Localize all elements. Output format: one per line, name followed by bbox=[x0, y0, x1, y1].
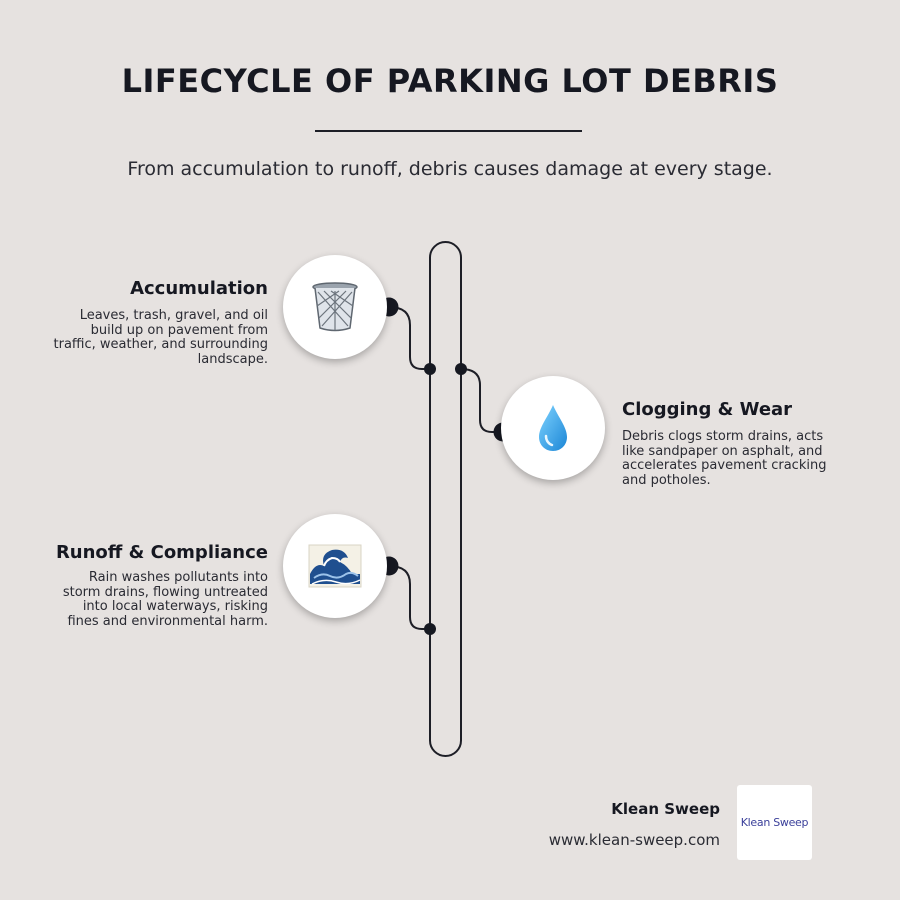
step-body-runoff: Rain washes pollutants into storm drains, flowing untreated into local waterways, risking fines and environmental harm. bbox=[62, 570, 268, 629]
brand-url[interactable]: www.klean-sweep.com bbox=[548, 831, 720, 849]
node-runoff-small bbox=[424, 623, 436, 635]
wastebasket-icon bbox=[283, 255, 387, 359]
step-body-accumulation: Leaves, trash, gravel, and oil build up on pavement from traffic, weather, and surrounding landscape. bbox=[53, 308, 268, 367]
page-subtitle: From accumulation to runoff, debris causes damage at every stage. bbox=[127, 158, 773, 180]
klean-sweep-logo bbox=[737, 785, 812, 860]
droplet-icon bbox=[501, 376, 605, 480]
step-title-clogging: Clogging & Wear bbox=[622, 399, 793, 420]
connector-clogging bbox=[461, 369, 503, 432]
node-clogging-small bbox=[455, 363, 467, 375]
connector-runoff bbox=[389, 566, 430, 629]
water-wave-icon bbox=[283, 514, 387, 618]
step-title-accumulation: Accumulation bbox=[130, 278, 268, 299]
step-body-clogging: Debris clogs storm drains, acts like sandpaper on asphalt, and accelerates pavement cracking and potholes. bbox=[622, 429, 827, 488]
node-accumulation-small bbox=[424, 363, 436, 375]
logo-wordmark: Klean Sweep bbox=[740, 816, 809, 829]
page-title: LIFECYCLE OF PARKING LOT DEBRIS bbox=[121, 62, 779, 100]
timeline-track bbox=[430, 242, 461, 756]
connector-accumulation bbox=[389, 307, 430, 369]
brand-name: Klean Sweep bbox=[611, 800, 720, 818]
step-title-runoff: Runoff & Compliance bbox=[55, 542, 268, 563]
